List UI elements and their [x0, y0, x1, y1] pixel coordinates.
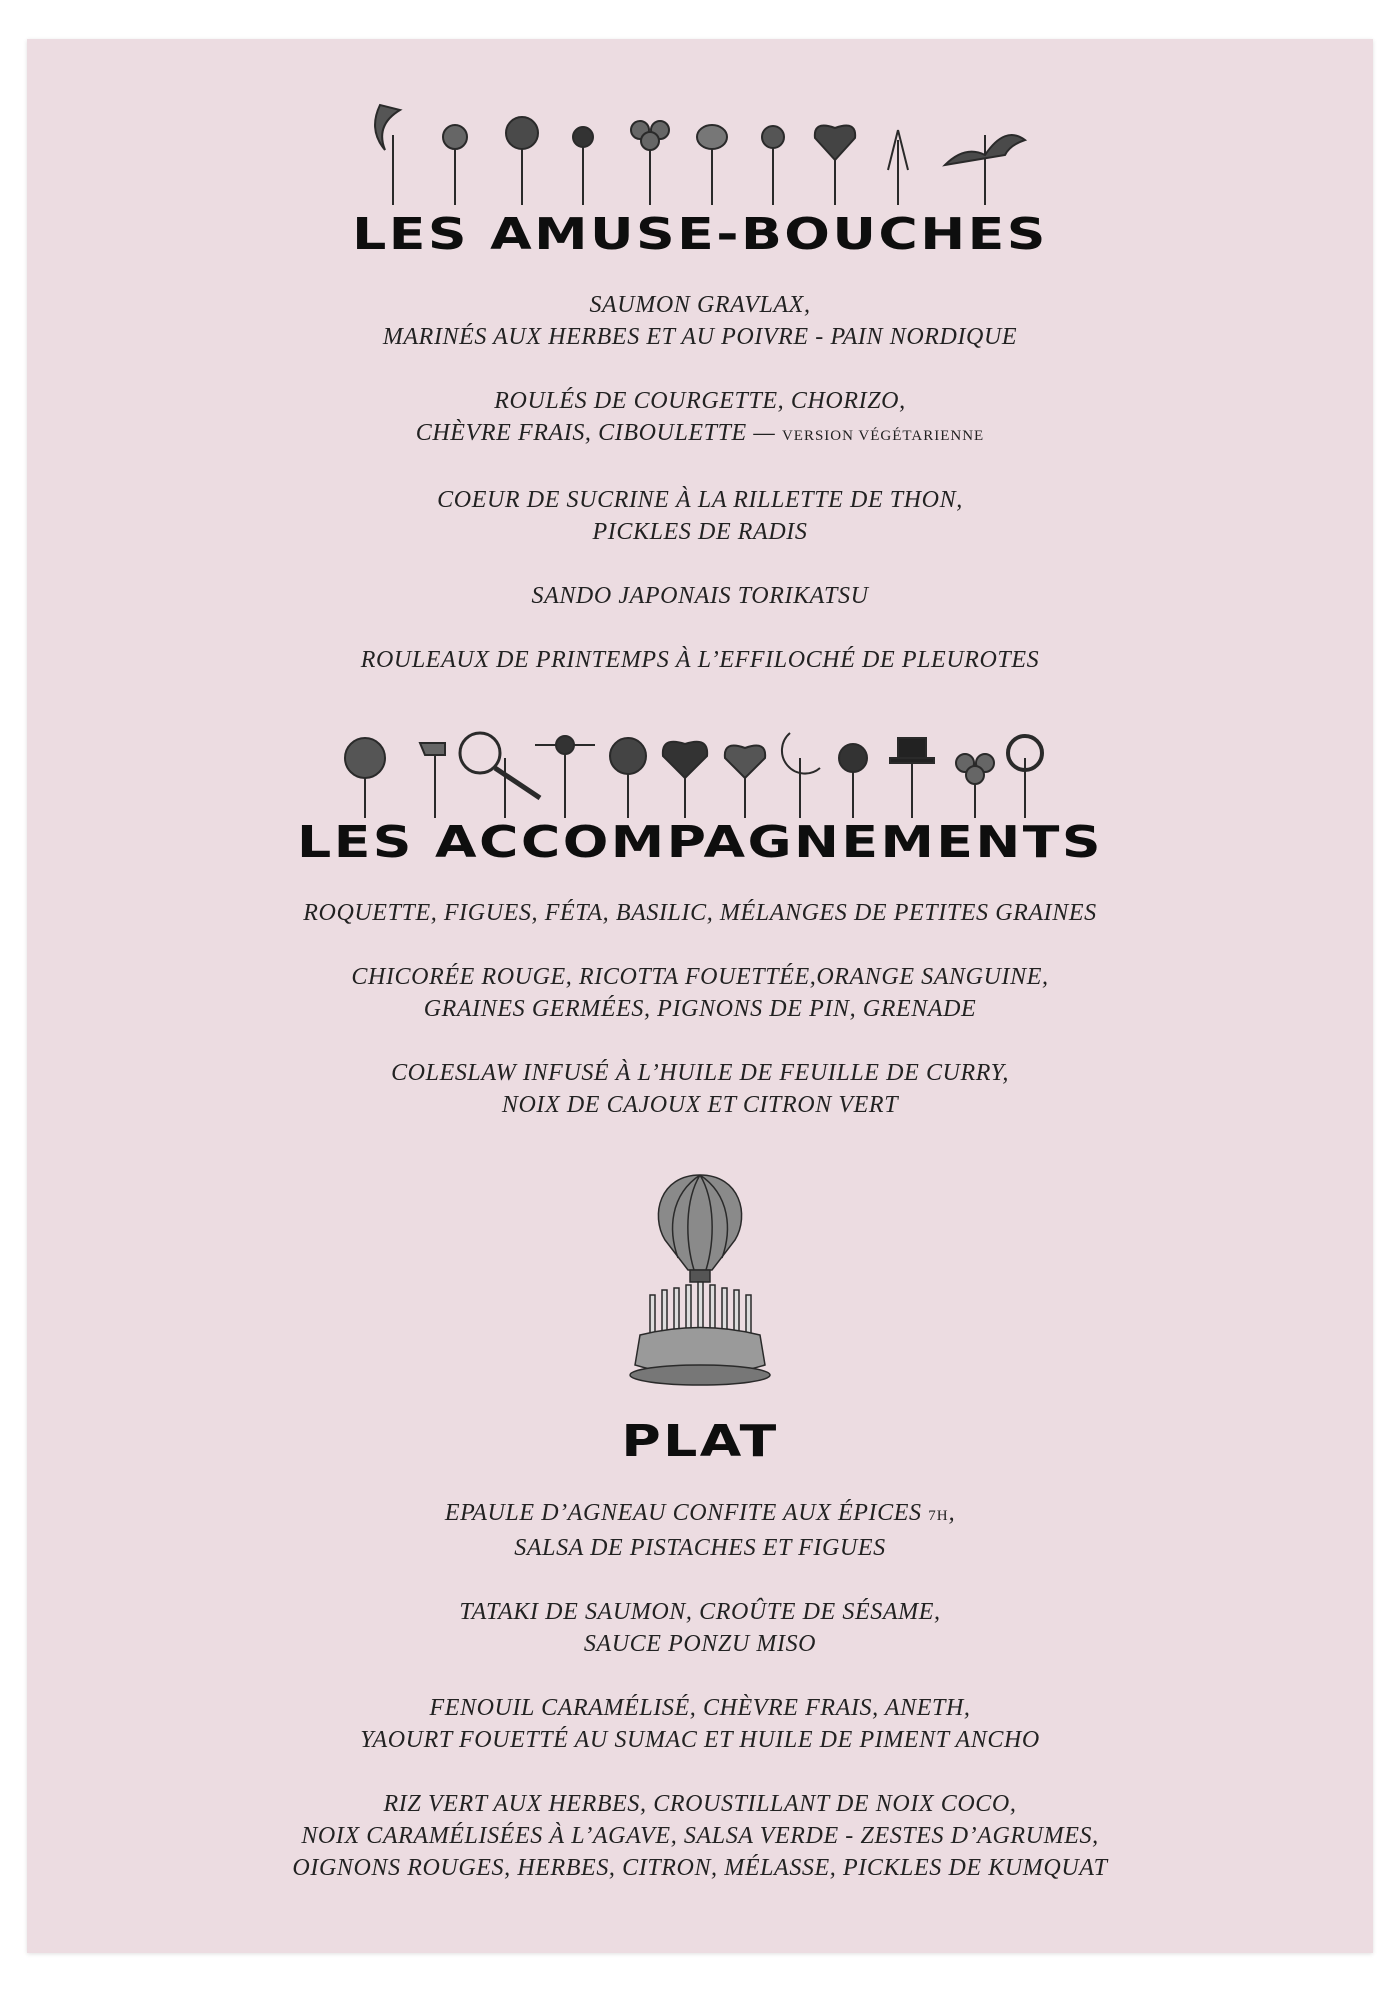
amuse-bouches-list [0, 289, 1400, 708]
menu-item-line: TATAKI DE SAUMON, CROÛTE DE SÉSAME, [459, 1599, 941, 1625]
menu-item [0, 385, 1400, 452]
menu-item-line: RIZ VERT AUX HERBES, CROUSTILLANT DE NOIX COCO, [383, 1791, 1017, 1817]
menu-item-line: EPAULE D’AGNEAU CONFITE AUX ÉPICES [444, 1500, 929, 1526]
menu-item [0, 961, 1400, 1025]
menu-item-line: CHICORÉE ROUGE, RICOTTA FOUETTÉE,ORANGE SANGUINE, [351, 964, 1049, 990]
menu-item [0, 1692, 1400, 1756]
menu-item [0, 1596, 1400, 1660]
menu-item-line: COLESLAW INFUSÉ À L’HUILE DE FEUILLE DE CURRY, [391, 1060, 1009, 1086]
menu-item-line: SANDO JAPONAIS TORIKATSU [531, 583, 869, 609]
section-title-amuse-bouches: LES AMUSE-BOUCHES [352, 209, 1048, 260]
decorative-pins-row-1 [0, 95, 1400, 215]
menu-item [0, 897, 1400, 929]
menu-item-line: CHÈVRE FRAIS, CIBOULETTE — [415, 420, 782, 446]
menu-item-line: SAUMON GRAVLAX, [589, 292, 811, 318]
vegetarian-note: VERSION VÉGÉTARIENNE [781, 428, 985, 444]
menu-item [0, 1788, 1400, 1884]
accompagnements-list [0, 897, 1400, 1153]
menu-item-line: COEUR DE SUCRINE À LA RILLETTE DE THON, [437, 487, 963, 513]
menu-item-line: OIGNONS ROUGES, HERBES, CITRON, MÉLASSE, PICKLES DE KUMQUAT [292, 1855, 1108, 1881]
menu-item [0, 484, 1400, 548]
menu-item [0, 289, 1400, 353]
section-title-accompagnements: LES ACCOMPAGNEMENTS [297, 817, 1103, 868]
menu-item [0, 580, 1400, 612]
menu-item-line: YAOURT FOUETTÉ AU SUMAC ET HUILE DE PIMENT ANCHO [360, 1727, 1040, 1753]
menu-item-line: PICKLES DE RADIS [592, 519, 808, 545]
menu-item [0, 1057, 1400, 1121]
menu-item-line: SAUCE PONZU MISO [583, 1631, 817, 1657]
menu-item-line: ROULEAUX DE PRINTEMPS À L’EFFILOCHÉ DE PLEUROTES [360, 647, 1040, 673]
menu-item [0, 1532, 1400, 1564]
menu-item-line: FENOUIL CARAMÉLISÉ, CHÈVRE FRAIS, ANETH, [429, 1695, 971, 1721]
balloon-cake-illustration [620, 1170, 780, 1400]
menu-item-line: NOIX DE CAJOUX ET CITRON VERT [501, 1092, 899, 1118]
plat-list [0, 1497, 1400, 1916]
menu-item [0, 1497, 1400, 1532]
menu-item [0, 644, 1400, 676]
section-title-plat: PLAT [621, 1416, 779, 1467]
menu-item-punctuation: , [948, 1500, 956, 1526]
menu-item-line: MARINÉS AUX HERBES ET AU POIVRE - PAIN NORDIQUE [382, 324, 1018, 350]
menu-item-line: SALSA DE PISTACHES ET FIGUES [514, 1535, 886, 1561]
menu-item-line: ROQUETTE, FIGUES, FÉTA, BASILIC, MÉLANGES DE PETITES GRAINES [303, 900, 1097, 926]
cooking-time-note: 7H [928, 1508, 949, 1524]
menu-item-line: NOIX CARAMÉLISÉES À L’AGAVE, SALSA VERDE - ZESTES D’AGRUMES, [301, 1823, 1099, 1849]
menu-item-line: ROULÉS DE COURGETTE, CHORIZO, [494, 388, 906, 414]
menu-item-line: GRAINES GERMÉES, PIGNONS DE PIN, GRENADE [423, 996, 977, 1022]
